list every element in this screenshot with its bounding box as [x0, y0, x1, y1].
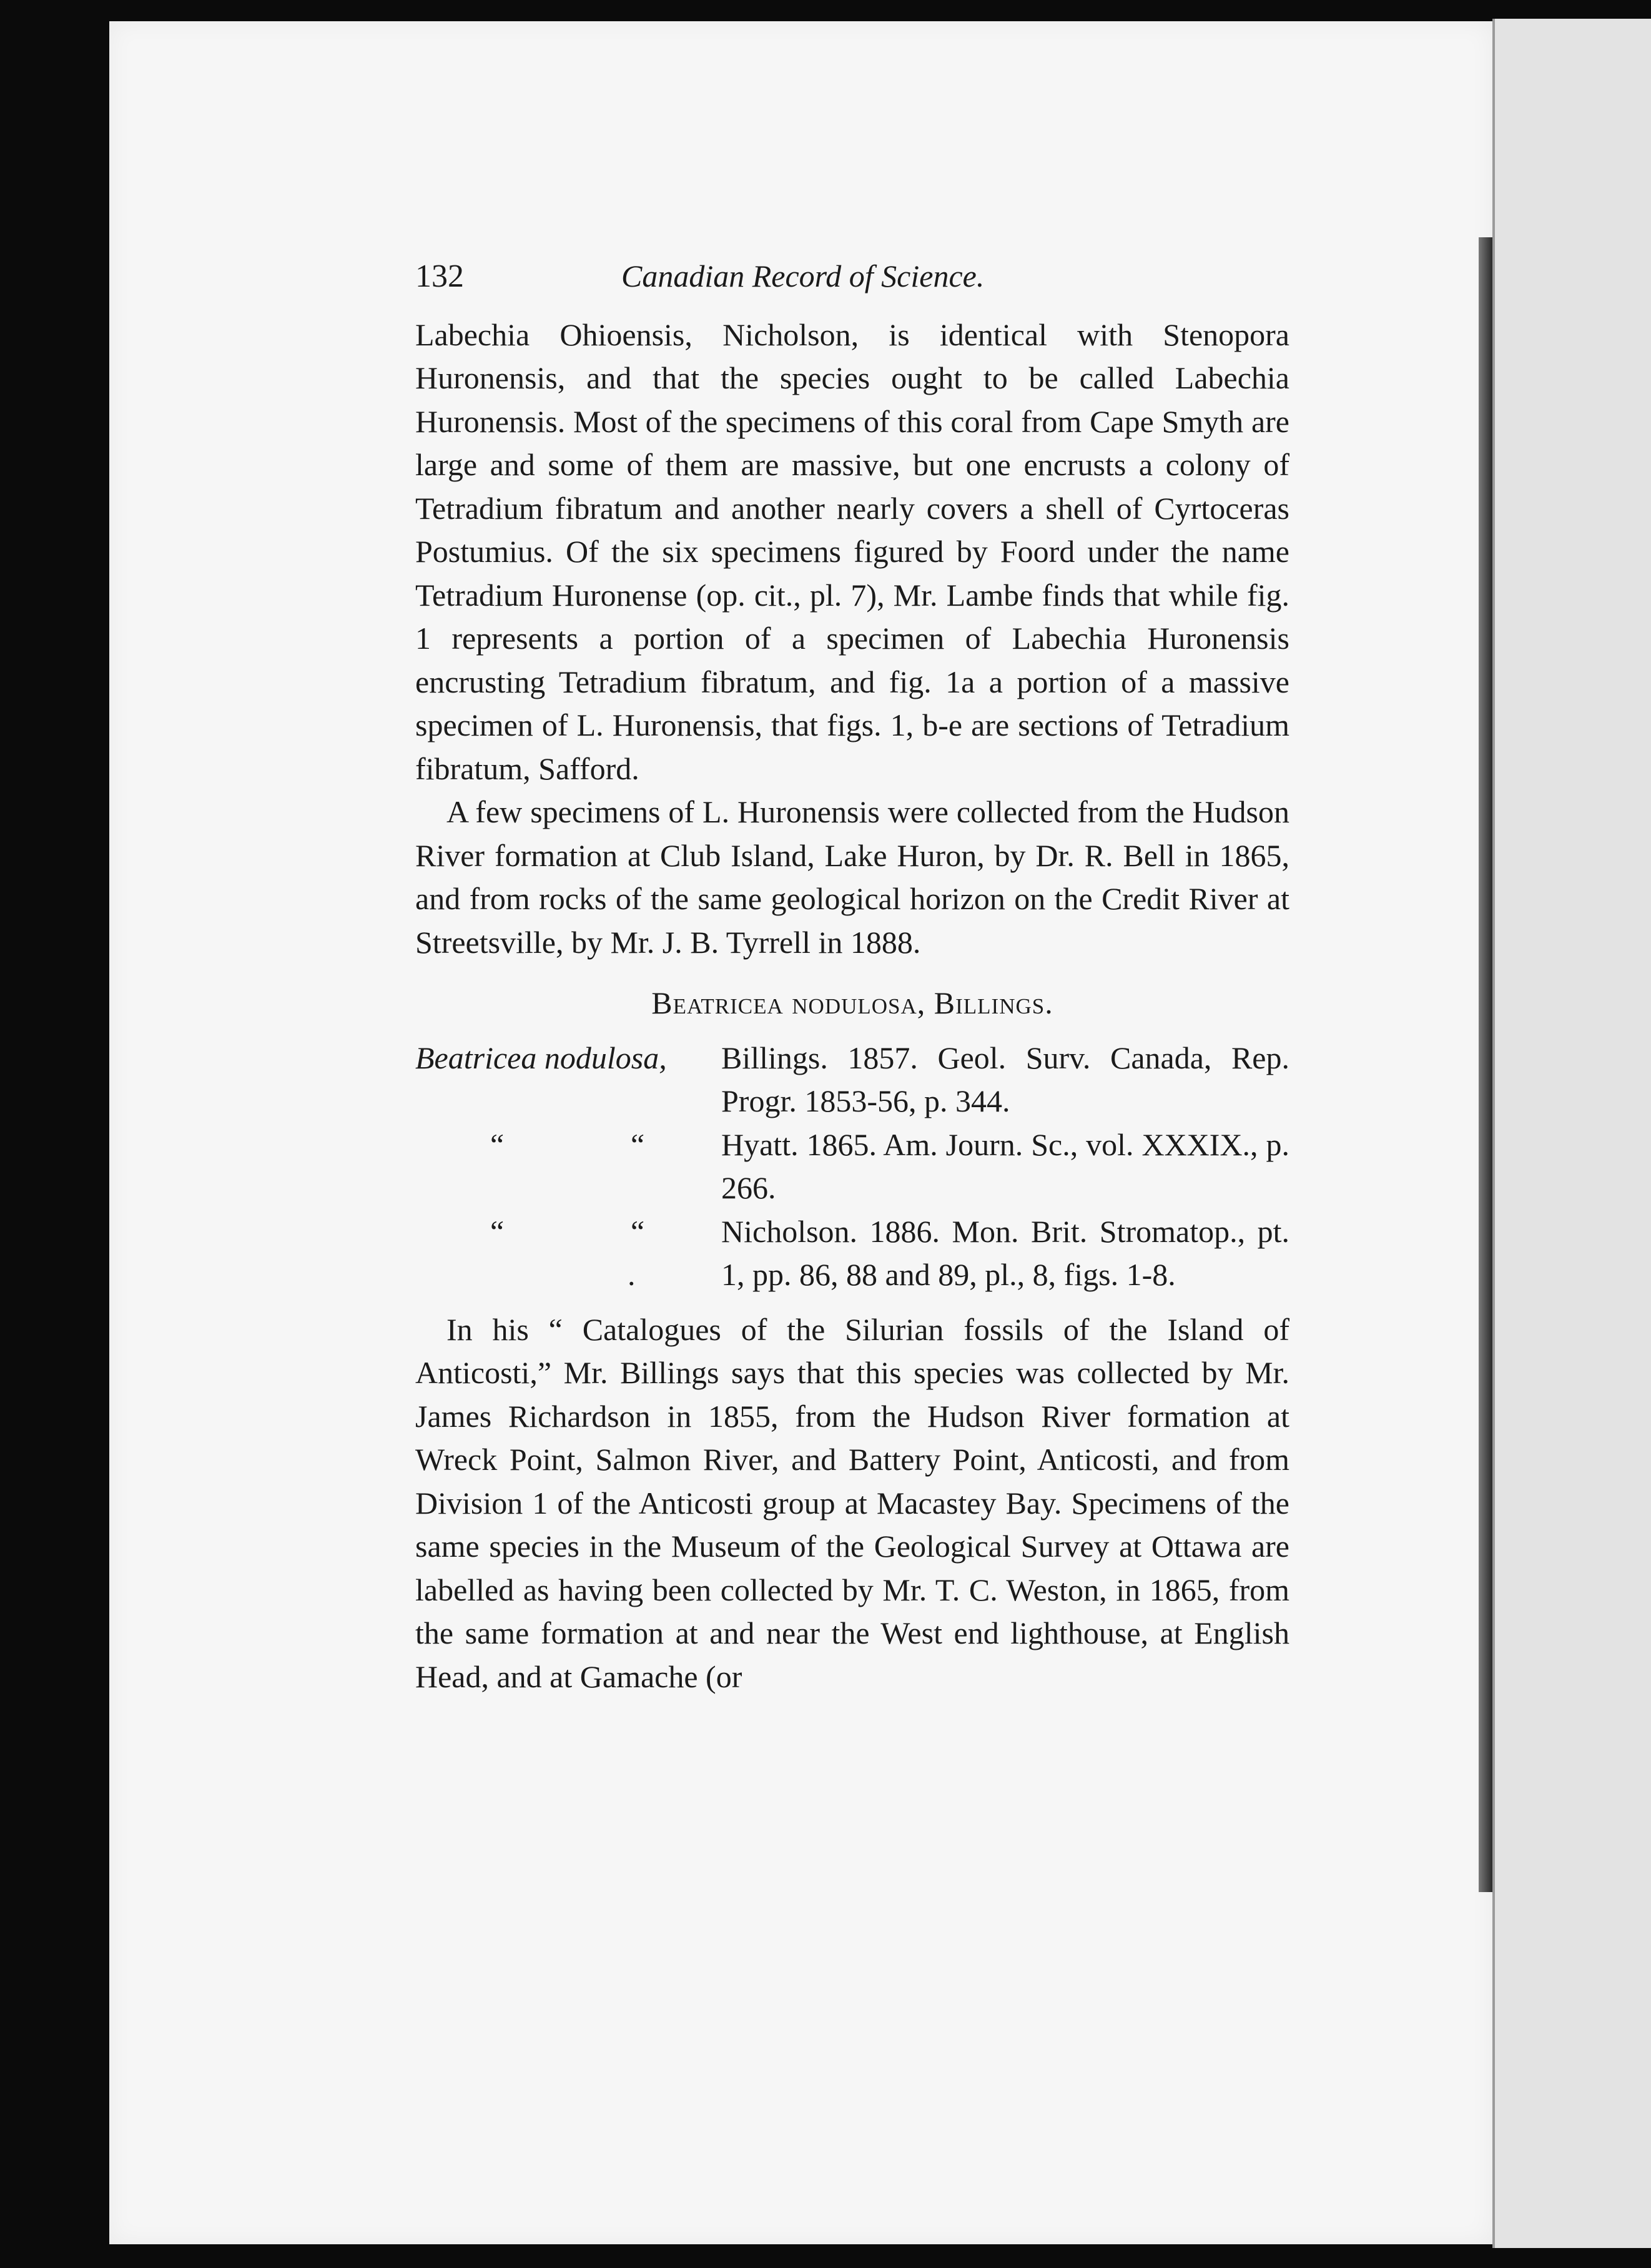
stray-dot: . [628, 1256, 636, 1292]
paragraph-1: Labechia Ohioensis, Nicholson, is identical with Stenopora Huronensis, and that the species ought to be called Labechia Huronensis. Most of the specimens of this coral from Cape Smyth are large and some of them are massive, but one encrusts a colony of Tetradium fibratum and another nearly covers a shell of Cyrtoceras Postumius. Of the six specimens figured by Foord under the name Tetradium Huronense (op. cit., pl. 7), Mr. Lambe finds that while fig. 1 represents a portion of a specimen of Labechia Huronensis encrusting Tetradium fibratum, and fig. 1a a portion of a massive specimen of L. Huronensis, that figs. 1, b-e are sections of Tetradium fibratum, Safford. [415, 317, 1289, 786]
page-number: 132 [415, 259, 464, 294]
page-spine-shadow [1479, 237, 1492, 1892]
ditto-mark-left: “ [490, 1213, 505, 1249]
ditto-mark-right: “ [631, 1127, 645, 1162]
running-title: Canadian Record of Science. [621, 259, 985, 293]
ditto-mark-right: “ [631, 1213, 645, 1249]
page-content [415, 255, 1289, 1699]
running-head [415, 255, 1289, 298]
paragraph-3: In his “ Catalogues of the Silurian fossils of the Island of Anticosti,” Mr. Billings says that this species was collected by Mr. James Richardson in 1855, from the Hudson River formation at Wreck Point, Salmon River, and Battery Point, Anticosti, and from Division 1 of the Anticosti group at Macastey Bay. Specimens of the same species in the Museum of the Geological Survey at Ottawa are labelled as having been collected by Mr. T. C. Weston, in 1865, from the same formation at and near the West end lighthouse, at English Head, and at Gamache (or [415, 1311, 1289, 1694]
species-heading: Beatricea nodulosa, Billings. [651, 985, 1053, 1020]
synonymy-name: Beatricea nodulosa, [415, 1040, 667, 1075]
synonymy-entry-2 [415, 1123, 1289, 1210]
synonymy-entry-3 [415, 1210, 1289, 1297]
next-page-edge [1492, 19, 1651, 2248]
ditto-mark-left: “ [490, 1127, 505, 1162]
synonymy-citation-2: Hyatt. 1865. Am. Journ. Sc., vol. XXXIX., p. 266. [721, 1127, 1289, 1205]
paragraph-2: A few specimens of L. Huronensis were collected from the Hudson River formation at Club Island, Lake Huron, by Dr. R. Bell in 1865, and from rocks of the same geological horizon on the Credit River at Streetsville, by Mr. J. B. Tyrrell in 1888. [415, 794, 1289, 960]
synonymy-citation-1: Billings. 1857. Geol. Surv. Canada, Rep. Progr. 1853-56, p. 344. [721, 1040, 1289, 1118]
synonymy-entry-1 [415, 1037, 1289, 1123]
synonymy-citation-3: Nicholson. 1886. Mon. Brit. Stromatop., pt. 1, pp. 86, 88 and 89, pl., 8, figs. 1-8. [721, 1213, 1289, 1292]
